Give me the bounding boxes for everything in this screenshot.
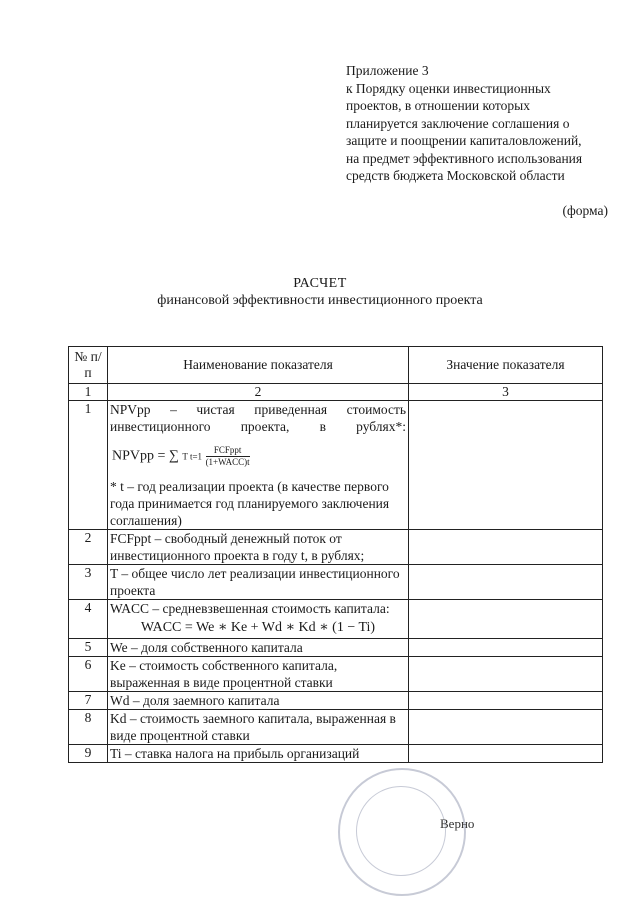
- document-title: РАСЧЕТ: [293, 276, 347, 291]
- row-value[interactable]: [409, 692, 603, 710]
- table-header-row: [69, 347, 603, 384]
- row-text: NPVpp – чистая приведенная стоимость инвестиционного проекта, в рублях*:: [110, 402, 406, 434]
- appendix-line: планируется заключение соглашения о: [346, 115, 570, 131]
- header-name: Наименование показателя: [108, 347, 409, 384]
- row-text: FCFppt – свободный денежный поток от инвестиционного проекта в году t, в рублях;: [108, 530, 409, 565]
- appendix-line: Приложение 3: [346, 63, 429, 78]
- header-num: № п/п: [69, 347, 108, 384]
- table-row: [69, 639, 603, 657]
- table-row: [69, 745, 603, 763]
- formula-sum-limits: T t=1: [182, 451, 203, 462]
- row-text: Ke – стоимость собственного капитала, выраженная в виде процентной ставки: [108, 657, 409, 692]
- row-value[interactable]: [409, 600, 603, 639]
- row-num: 7: [69, 692, 108, 710]
- row-num: 8: [69, 710, 108, 745]
- seal-stamp: [338, 768, 466, 896]
- row-value[interactable]: [409, 530, 603, 565]
- appendix-line: защите и поощрении капиталовложений,: [346, 133, 582, 148]
- appendix-header: [346, 62, 616, 185]
- row-value[interactable]: [409, 639, 603, 657]
- col-num: 2: [108, 384, 409, 401]
- row-value[interactable]: [409, 710, 603, 745]
- verno-label: Верно: [440, 816, 475, 831]
- header-value: Значение показателя: [409, 347, 603, 384]
- column-number-row: [69, 384, 603, 401]
- row-value[interactable]: [409, 401, 603, 530]
- row-name-cell: [108, 600, 409, 639]
- appendix-line: к Порядку оценки инвестиционных: [346, 80, 551, 96]
- row-text: We – доля собственного капитала: [108, 639, 409, 657]
- row-text: T – общее число лет реализации инвестиционного проекта: [108, 565, 409, 600]
- seal-inner-ring: [356, 786, 446, 876]
- table-row: [69, 565, 603, 600]
- document-subtitle: финансовой эффективности инвестиционного проекта: [157, 293, 483, 308]
- col-num: 3: [409, 384, 603, 401]
- row-num: 1: [69, 401, 108, 530]
- row-num: 3: [69, 565, 108, 600]
- formula-fraction: [206, 445, 250, 468]
- row-value[interactable]: [409, 565, 603, 600]
- table-row: [69, 530, 603, 565]
- wacc-formula: WACC = We ∗ Ke + Wd ∗ Kd ∗ (1 − Ti): [140, 620, 376, 635]
- row-note: * t – год реализации проекта (в качестве первого года принимается год планируемого заключения соглашения): [110, 479, 390, 528]
- row-name-cell: [108, 401, 409, 530]
- formula-numerator: FCFppt: [206, 445, 250, 457]
- table-row: [69, 692, 603, 710]
- row-num: 2: [69, 530, 108, 565]
- row-text: Ti – ставка налога на прибыль организаций: [108, 745, 409, 763]
- form-label: (форма): [562, 203, 608, 218]
- calculation-table: [68, 346, 603, 763]
- table-row: [69, 657, 603, 692]
- row-text: Kd – стоимость заемного капитала, выраженная в виде процентной ставки: [108, 710, 409, 745]
- row-text: Wd – доля заемного капитала: [108, 692, 409, 710]
- table-row: [69, 600, 603, 639]
- npv-formula: [110, 435, 406, 478]
- appendix-line: на предмет эффективного использования: [346, 150, 583, 166]
- table-row: [69, 401, 603, 530]
- row-value[interactable]: [409, 745, 603, 763]
- row-num: 6: [69, 657, 108, 692]
- table-row: [69, 710, 603, 745]
- row-num: 4: [69, 600, 108, 639]
- appendix-line: проектов, в отношении которых: [346, 98, 530, 113]
- row-num: 5: [69, 639, 108, 657]
- row-text: WACC – средневзвешенная стоимость капитала:: [110, 601, 390, 616]
- row-num: 9: [69, 745, 108, 763]
- formula-lhs: NPVpp = ∑: [112, 448, 179, 464]
- formula-denominator: (1+WACC)t: [205, 457, 250, 467]
- appendix-line: средств бюджета Московской области: [346, 168, 565, 183]
- row-value[interactable]: [409, 657, 603, 692]
- col-num: 1: [69, 384, 108, 401]
